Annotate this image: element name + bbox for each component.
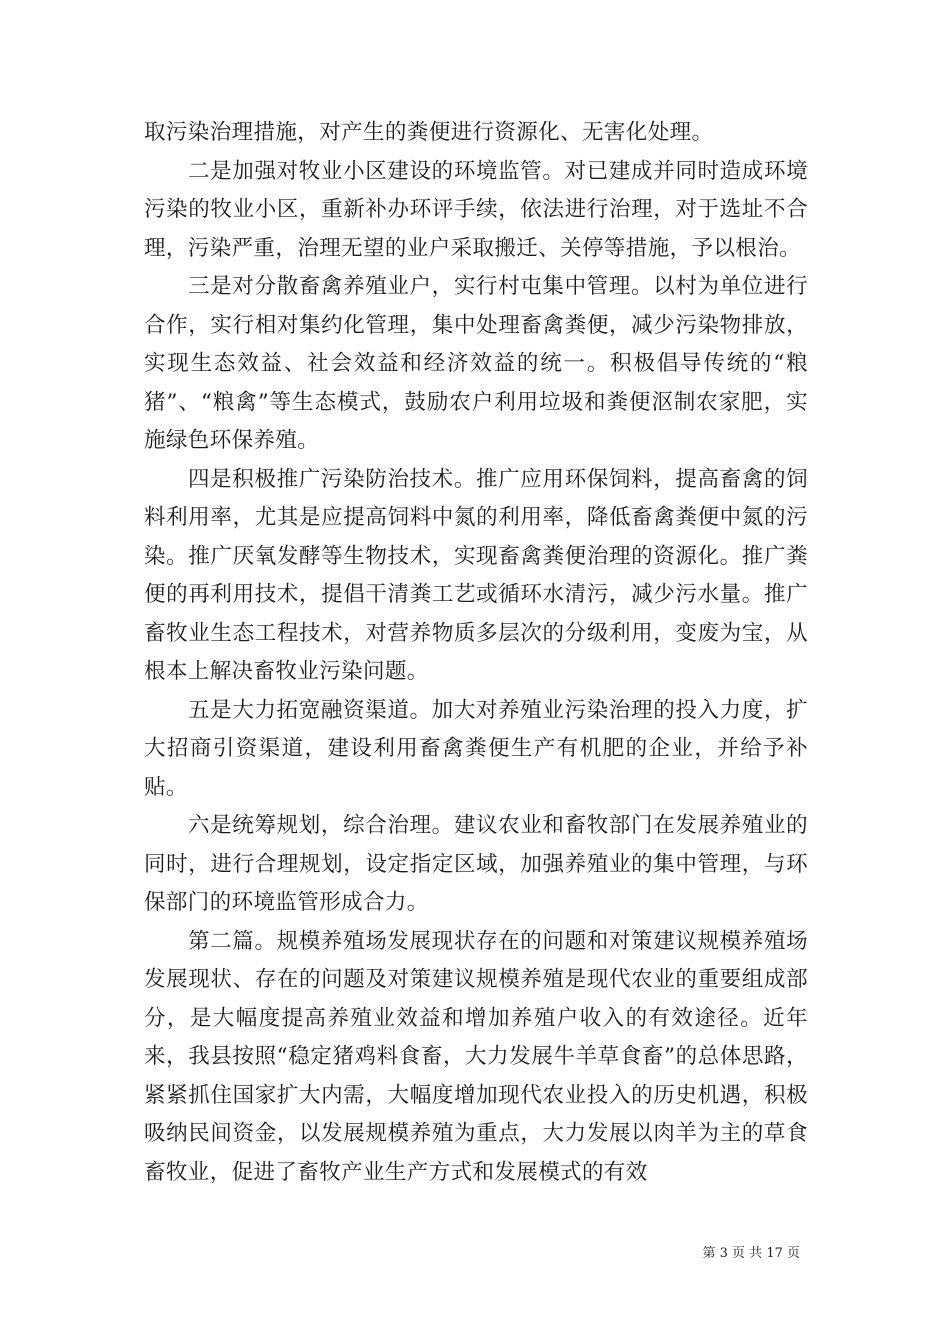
paragraph-village-management: 三是对分散畜禽养殖业户，实行村屯集中管理。以村为单位进行合作，实行相对集约化管理，集中处理畜禽粪便，减少污染物排放，实现生态效益、社会效益和经济效益的统一。积极倡导传统的“粮猪”、“粮禽”等生态模式，鼓励农户利用垃圾和粪便沤制农家肥，实施绿色环保养殖。 [144, 274, 808, 453]
document-body [144, 114, 808, 1192]
paragraph-environmental-supervision: 二是加强对牧业小区建设的环境监管。对已建成并同时造成环境污染的牧业小区，重新补办环评手续，依法进行治理，对于选址不合理，污染严重，治理无望的业户采取搬迁、关停等措施，予以根治。 [144, 158, 808, 261]
paragraph-continuation: 取污染治理措施，对产生的粪便进行资源化、无害化处理。 [144, 120, 714, 145]
page-number-footer: 第 3 页 共 17 页 [702, 1246, 800, 1261]
paragraph-second-article: 第二篇。规模养殖场发展现状存在的问题和对策建议规模养殖场发展现状、存在的问题及对策建议规模养殖是现代农业的重要组成部分，是大幅度提高养殖业效益和增加养殖户收入的有效途径。近年来，我县按照“稳定猪鸡料食畜，大力发展牛羊草食畜”的总体思路，紧紧抓住国家扩大内需，大幅度增加现代农业投入的历史机遇，积极吸纳民间资金，以发展规模养殖为重点，大力发展以肉羊为主的草食畜牧业，促进了畜牧产业生产方式和发展模式的有效 [144, 928, 808, 1185]
paragraph-financing-channels: 五是大力拓宽融资渠道。加大对养殖业污染治理的投入力度，扩大招商引资渠道，建设利用畜禽粪便生产有机肥的企业，并给予补贴。 [144, 697, 808, 800]
paragraph-overall-planning: 六是统筹规划，综合治理。建议农业和畜牧部门在发展养殖业的同时，进行合理规划，设定指定区域，加强养殖业的集中管理，与环保部门的环境监管形成合力。 [144, 813, 808, 915]
paragraph-pollution-technology: 四是积极推广污染防治技术。推广应用环保饲料，提高畜禽的饲料利用率，尤其是应提高饲料中氮的利用率，降低畜禽粪便中氮的污染。推广厌氧发酵等生物技术，实现畜禽粪便治理的资源化。推广粪便的再利用技术，提倡干清粪工艺或循环水清污，减少污水量。推广畜牧业生态工程技术，对营养物质多层次的分级利用，变废为宝，从根本上解决畜牧业污染问题。 [144, 466, 808, 684]
